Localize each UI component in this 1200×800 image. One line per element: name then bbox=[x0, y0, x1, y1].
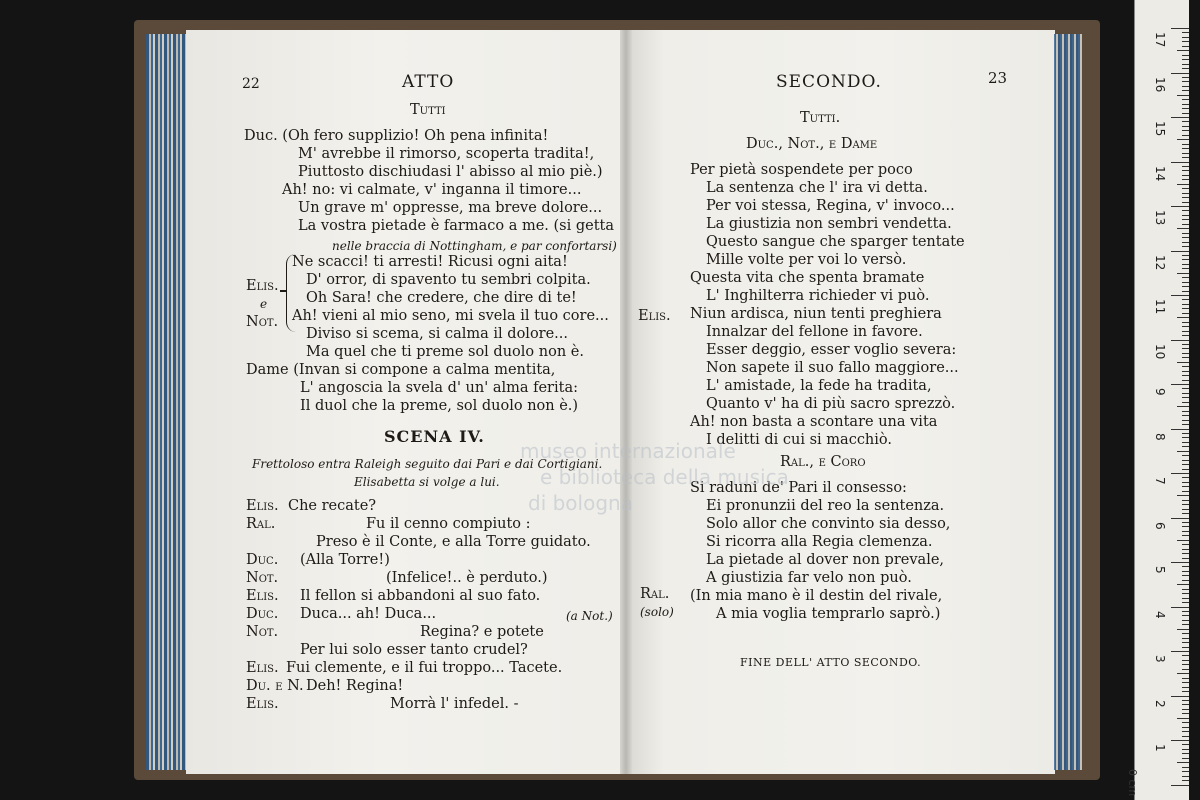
ruler-tick bbox=[1171, 251, 1189, 252]
ruler-tick bbox=[1182, 41, 1189, 42]
ruler-number: 16 bbox=[1153, 76, 1167, 92]
ruler-tick bbox=[1182, 442, 1189, 443]
page-edges-right bbox=[1054, 34, 1082, 770]
dialogue-line: Duca... ah! Duca... bbox=[300, 606, 437, 622]
verse-line: L' amistade, la fede ha tradita, bbox=[706, 378, 932, 394]
verse-line: M' avrebbe il rimorso, scoperta tradita!, bbox=[298, 146, 595, 162]
speaker: Elis. bbox=[246, 660, 279, 676]
ruler-tick bbox=[1182, 571, 1189, 572]
ruler-tick bbox=[1182, 620, 1189, 621]
ruler-tick bbox=[1177, 50, 1189, 51]
speaker-ral: Ral. bbox=[640, 586, 670, 602]
dialogue-line: Il fellon si abbandoni al suo fato. bbox=[300, 588, 541, 604]
ruler-tick bbox=[1182, 126, 1189, 127]
ruler-tick bbox=[1177, 451, 1189, 452]
ruler-tick bbox=[1182, 313, 1189, 314]
verse-line: Dame (Invan si compone a calma mentita, bbox=[246, 362, 556, 378]
ruler-tick bbox=[1182, 655, 1189, 656]
verse-line: La vostra pietade è farmaco a me. (si getta bbox=[298, 218, 614, 234]
ruler-tick bbox=[1182, 615, 1189, 616]
ruler-tick bbox=[1182, 660, 1189, 661]
stage-direction: nelle braccia di Nottingham, e par confortarsi) bbox=[332, 239, 617, 253]
ruler-number: 8 bbox=[1153, 432, 1167, 441]
library-watermark bbox=[520, 438, 789, 516]
ruler-tick bbox=[1182, 509, 1189, 510]
dialogue-line: Che recate? bbox=[288, 498, 377, 514]
ruler-number: 15 bbox=[1153, 121, 1167, 137]
ruler-tick bbox=[1177, 95, 1189, 96]
running-head-right: SECONDO. bbox=[776, 72, 882, 92]
ruler-tick bbox=[1182, 669, 1189, 670]
speakers-heading: Duc., Not., e Dame bbox=[746, 136, 878, 152]
ruler-tick bbox=[1171, 162, 1189, 163]
tutti-heading: Tutti bbox=[410, 102, 446, 118]
ruler-tick bbox=[1177, 362, 1189, 363]
ruler-tick bbox=[1182, 113, 1189, 114]
ruler-tick bbox=[1182, 353, 1189, 354]
ruler-tick bbox=[1182, 277, 1189, 278]
ruler-tick bbox=[1182, 264, 1189, 265]
ruler-unit: 0 cm bbox=[1126, 769, 1139, 797]
ruler-tick bbox=[1182, 642, 1189, 643]
verse-line: La giustizia non sembri vendetta. bbox=[706, 216, 952, 232]
verse-line: Non sapete il suo fallo maggiore... bbox=[706, 360, 959, 376]
ruler-tick bbox=[1182, 166, 1189, 167]
speaker: Not. bbox=[246, 570, 279, 586]
ruler-number: 9 bbox=[1153, 388, 1167, 396]
ruler-tick bbox=[1182, 727, 1189, 728]
ruler-tick bbox=[1182, 32, 1189, 33]
ruler-tick bbox=[1182, 108, 1189, 109]
ruler-number: 11 bbox=[1153, 299, 1167, 315]
ruler-tick bbox=[1182, 767, 1189, 768]
ruler-tick bbox=[1182, 664, 1189, 665]
dialogue-line: Per lui solo esser tanto crudel? bbox=[300, 642, 528, 658]
ruler-tick bbox=[1182, 593, 1189, 594]
ruler-tick bbox=[1171, 740, 1189, 741]
ruler-tick bbox=[1177, 273, 1189, 274]
speaker-solo: (solo) bbox=[640, 605, 674, 619]
verse-line: Ah! vieni al mio seno, mi svela il tuo core... bbox=[292, 308, 609, 324]
verse-line: Ah! non basta a scontare una vita bbox=[690, 414, 938, 430]
verse-line: Il duol che la preme, sol duolo non è.) bbox=[300, 398, 579, 414]
ruler-tick bbox=[1182, 704, 1189, 705]
ruler-tick bbox=[1182, 700, 1189, 701]
speaker-e: e bbox=[260, 297, 268, 311]
ruler-tick bbox=[1182, 144, 1189, 145]
dialogue-line: (Infelice!.. è perduto.) bbox=[386, 570, 548, 586]
verse-line: D' orror, di spavento tu sembri colpita. bbox=[306, 272, 591, 288]
ruler-tick bbox=[1182, 375, 1189, 376]
ruler-tick bbox=[1182, 455, 1189, 456]
ruler-tick bbox=[1182, 81, 1189, 82]
verse-line: Piuttosto dischiudasi l' abisso al mio piè.) bbox=[298, 164, 603, 180]
ruler-tick bbox=[1182, 722, 1189, 723]
ruler-tick bbox=[1182, 135, 1189, 136]
ruler-tick bbox=[1182, 175, 1189, 176]
verse-line: Si raduni de' Pari il consesso: bbox=[690, 480, 907, 496]
ruler-tick bbox=[1182, 566, 1189, 567]
ruler-tick bbox=[1182, 549, 1189, 550]
verse-line: Innalzar del fellone in favore. bbox=[706, 324, 923, 340]
ruler-tick bbox=[1182, 780, 1189, 781]
ruler-tick bbox=[1177, 317, 1189, 318]
ruler-tick bbox=[1182, 397, 1189, 398]
ruler-tick bbox=[1182, 553, 1189, 554]
ruler-tick bbox=[1182, 558, 1189, 559]
ruler-tick bbox=[1182, 437, 1189, 438]
ruler-tick bbox=[1182, 299, 1189, 300]
verse-line: (In mia mano è il destin del rivale, bbox=[690, 588, 943, 604]
ruler-tick bbox=[1177, 228, 1189, 229]
ruler-tick bbox=[1182, 633, 1189, 634]
ruler-tick bbox=[1182, 366, 1189, 367]
ruler-tick bbox=[1182, 55, 1189, 56]
verse-line: La sentenza che l' ira vi detta. bbox=[706, 180, 928, 196]
tutti-heading: Tutti. bbox=[800, 110, 841, 126]
ruler-tick bbox=[1182, 157, 1189, 158]
ruler-tick bbox=[1182, 380, 1189, 381]
ruler-tick bbox=[1182, 99, 1189, 100]
ruler-number: 2 bbox=[1153, 699, 1167, 708]
ruler-tick bbox=[1182, 304, 1189, 305]
ruler-tick bbox=[1182, 771, 1189, 772]
ruler-tick bbox=[1182, 64, 1189, 65]
ruler-tick bbox=[1182, 348, 1189, 349]
ruler-tick bbox=[1182, 736, 1189, 737]
ruler-tick bbox=[1182, 415, 1189, 416]
speaker-not: Not. bbox=[246, 314, 279, 330]
ruler-tick bbox=[1182, 233, 1189, 234]
verse-line: Ma quel che ti preme sol duolo non è. bbox=[306, 344, 584, 360]
ruler-tick bbox=[1182, 282, 1189, 283]
ruler-tick bbox=[1182, 170, 1189, 171]
dialogue-line: Fu il cenno compiuto : bbox=[366, 516, 531, 532]
ruler-tick bbox=[1182, 531, 1189, 532]
speaker: Not. bbox=[246, 624, 279, 640]
ruler-tick bbox=[1171, 562, 1189, 563]
verse-line: Ne scacci! ti arresti! Ricusi ogni aita! bbox=[292, 254, 568, 270]
ruler-tick bbox=[1182, 460, 1189, 461]
ruler-tick bbox=[1182, 598, 1189, 599]
ruler-tick bbox=[1182, 259, 1189, 260]
ruler-tick bbox=[1182, 153, 1189, 154]
verse-line: I delitti di cui si macchiò. bbox=[706, 432, 892, 448]
ruler-number: 13 bbox=[1153, 210, 1167, 226]
dialogue-line: Regina? e potete bbox=[420, 624, 544, 640]
ruler-tick bbox=[1182, 687, 1189, 688]
ruler-tick bbox=[1182, 611, 1189, 612]
ruler-number: 1 bbox=[1153, 744, 1167, 752]
ruler-tick bbox=[1171, 607, 1189, 608]
ruler-number: 10 bbox=[1153, 343, 1167, 359]
ruler-tick bbox=[1182, 420, 1189, 421]
ruler-tick bbox=[1182, 469, 1189, 470]
end-of-act: FINE DELL' ATTO SECONDO. bbox=[740, 656, 922, 669]
ruler-tick bbox=[1182, 749, 1189, 750]
ruler-tick bbox=[1182, 491, 1189, 492]
book-gutter bbox=[620, 30, 632, 774]
speaker: Elis. bbox=[246, 696, 279, 712]
ruler-tick bbox=[1182, 255, 1189, 256]
ruler-tick bbox=[1182, 504, 1189, 505]
verse-line: Un grave m' oppresse, ma breve dolore... bbox=[298, 200, 603, 216]
ruler-tick bbox=[1182, 86, 1189, 87]
ruler-tick bbox=[1182, 130, 1189, 131]
verse-line: La pietade al dover non prevale, bbox=[706, 552, 945, 568]
verse-line: A giustizia far velo non può. bbox=[706, 570, 912, 586]
ruler-tick bbox=[1182, 486, 1189, 487]
ruler-tick bbox=[1182, 424, 1189, 425]
ruler-tick bbox=[1177, 495, 1189, 496]
verse-line: Esser deggio, esser voglio severa: bbox=[706, 342, 957, 358]
ruler-number: 12 bbox=[1153, 254, 1167, 270]
ruler-tick bbox=[1177, 762, 1189, 763]
ruler-tick bbox=[1182, 602, 1189, 603]
ruler-tick bbox=[1182, 210, 1189, 211]
aside: (a Not.) bbox=[566, 609, 613, 623]
ruler-tick bbox=[1182, 224, 1189, 225]
ruler-tick bbox=[1182, 776, 1189, 777]
speaker-elis: Elis. bbox=[638, 308, 671, 324]
ruler-tick bbox=[1182, 188, 1189, 189]
ruler-tick bbox=[1171, 696, 1189, 697]
ruler-tick bbox=[1182, 286, 1189, 287]
ruler-tick bbox=[1182, 344, 1189, 345]
ruler-tick bbox=[1182, 357, 1189, 358]
verse-line: Solo allor che convinto sia desso, bbox=[706, 516, 951, 532]
ruler-tick bbox=[1182, 446, 1189, 447]
verse-line: Quanto v' ha di più sacro sprezzò. bbox=[706, 396, 956, 412]
ruler-tick bbox=[1182, 242, 1189, 243]
ruler-tick bbox=[1182, 179, 1189, 180]
ruler-tick bbox=[1177, 139, 1189, 140]
speaker-elis: Elis. bbox=[246, 278, 279, 294]
watermark-line: di bologna bbox=[528, 491, 633, 515]
ruler-tick bbox=[1182, 464, 1189, 465]
ruler-tick bbox=[1182, 589, 1189, 590]
ruler-number: 3 bbox=[1153, 655, 1167, 663]
ruler-number: 5 bbox=[1153, 566, 1167, 574]
ruler-tick bbox=[1182, 322, 1189, 323]
ruler-tick bbox=[1182, 68, 1189, 69]
ruler-tick bbox=[1182, 202, 1189, 203]
ruler-tick bbox=[1171, 117, 1189, 118]
measurement-ruler bbox=[1126, 0, 1189, 800]
verse-line: A mia voglia temprarlo saprò.) bbox=[716, 606, 941, 622]
ruler-tick bbox=[1182, 624, 1189, 625]
ruler-tick bbox=[1177, 718, 1189, 719]
ruler-tick bbox=[1177, 406, 1189, 407]
ruler-tick bbox=[1182, 678, 1189, 679]
ruler-tick bbox=[1171, 384, 1189, 385]
speaker: Ral. bbox=[246, 516, 276, 532]
ruler-tick bbox=[1182, 193, 1189, 194]
ruler-tick bbox=[1182, 580, 1189, 581]
ruler-tick bbox=[1182, 46, 1189, 47]
ruler-tick bbox=[1182, 331, 1189, 332]
verse-line: Si ricorra alla Regia clemenza. bbox=[706, 534, 933, 550]
ruler-tick bbox=[1182, 268, 1189, 269]
ruler-tick bbox=[1182, 544, 1189, 545]
dialogue-line: Morrà l' infedel. - bbox=[390, 696, 519, 712]
ruler-tick bbox=[1182, 291, 1189, 292]
ruler-tick bbox=[1182, 482, 1189, 483]
ruler-tick bbox=[1182, 308, 1189, 309]
page-number-right: 23 bbox=[988, 69, 1008, 87]
verse-line: L' Inghilterra richieder vi può. bbox=[706, 288, 930, 304]
verse-line: Per pietà sospendete per poco bbox=[690, 162, 913, 178]
stage-direction: Frettoloso entra Raleigh seguito dai Pari e dai Cortigiani. bbox=[252, 457, 603, 471]
ruler-tick bbox=[1177, 584, 1189, 585]
ruler-number: 4 bbox=[1153, 610, 1167, 619]
ruler-tick bbox=[1182, 388, 1189, 389]
ruler-tick bbox=[1182, 744, 1189, 745]
ruler-tick bbox=[1182, 219, 1189, 220]
ruler-tick bbox=[1182, 402, 1189, 403]
ruler-tick bbox=[1171, 206, 1189, 207]
ruler-tick bbox=[1182, 37, 1189, 38]
speakers-heading: Ral., e Coro bbox=[780, 454, 866, 470]
ruler-tick bbox=[1171, 429, 1189, 430]
speaker: Duc. bbox=[246, 606, 279, 622]
ruler-tick bbox=[1171, 73, 1189, 74]
ruler-tick bbox=[1182, 526, 1189, 527]
speaker: Elis. bbox=[246, 588, 279, 604]
ruler-tick bbox=[1171, 651, 1189, 652]
page-number-left: 22 bbox=[242, 76, 260, 92]
ruler-tick bbox=[1182, 104, 1189, 105]
ruler-tick bbox=[1182, 215, 1189, 216]
verse-line: Ah! no: vi calmate, v' inganna il timore... bbox=[282, 182, 582, 198]
dialogue-line: Preso è il Conte, e alla Torre guidato. bbox=[316, 534, 591, 550]
ruler-tick bbox=[1182, 477, 1189, 478]
ruler-tick bbox=[1171, 473, 1189, 474]
ruler-tick bbox=[1177, 673, 1189, 674]
ruler-tick bbox=[1171, 295, 1189, 296]
ruler-tick bbox=[1182, 575, 1189, 576]
ruler-tick bbox=[1182, 433, 1189, 434]
watermark-line: museo internazionale bbox=[520, 439, 736, 463]
ruler-tick bbox=[1182, 148, 1189, 149]
verse-line: Niun ardisca, niun tenti preghiera bbox=[690, 306, 942, 322]
speaker: Elis. bbox=[246, 498, 279, 514]
dialogue-line: Fui clemente, e il fui troppo... Tacete. bbox=[286, 660, 563, 676]
ruler-tick bbox=[1182, 335, 1189, 336]
ruler-tick bbox=[1182, 500, 1189, 501]
ruler-tick bbox=[1171, 28, 1189, 29]
speaker: Du. e N. bbox=[246, 678, 304, 694]
ruler-tick bbox=[1182, 513, 1189, 514]
dialogue-line: Deh! Regina! bbox=[306, 678, 404, 694]
ruler-tick bbox=[1182, 59, 1189, 60]
ruler-tick bbox=[1182, 647, 1189, 648]
running-head-left: ATTO bbox=[402, 72, 455, 92]
ruler-tick bbox=[1177, 184, 1189, 185]
stage-direction: Elisabetta si volge a lui. bbox=[354, 475, 500, 489]
ruler-tick bbox=[1171, 785, 1189, 786]
ruler-number: 17 bbox=[1153, 32, 1167, 48]
ruler-tick bbox=[1182, 237, 1189, 238]
ruler-tick bbox=[1182, 121, 1189, 122]
ruler-number: 7 bbox=[1153, 477, 1167, 485]
speaker: Duc. bbox=[246, 552, 279, 568]
ruler-tick bbox=[1182, 682, 1189, 683]
verse-line: Questo sangue che sparger tentate bbox=[706, 234, 965, 250]
ruler-tick bbox=[1182, 246, 1189, 247]
dialogue-line: (Alla Torre!) bbox=[300, 552, 390, 568]
ruler-number: 6 bbox=[1153, 521, 1167, 530]
watermark-line: e biblioteca della musica bbox=[540, 465, 789, 489]
ruler-tick bbox=[1177, 540, 1189, 541]
ruler-tick bbox=[1182, 535, 1189, 536]
verse-line: Oh Sara! che credere, che dire di te! bbox=[306, 290, 577, 306]
ruler-tick bbox=[1177, 629, 1189, 630]
ruler-tick bbox=[1182, 638, 1189, 639]
ruler-tick bbox=[1182, 731, 1189, 732]
verse-line: Per voi stessa, Regina, v' invoco... bbox=[706, 198, 955, 214]
ruler-tick bbox=[1182, 691, 1189, 692]
ruler-tick bbox=[1171, 518, 1189, 519]
ruler-tick bbox=[1182, 393, 1189, 394]
ruler-tick bbox=[1182, 709, 1189, 710]
ruler-tick bbox=[1182, 753, 1189, 754]
ruler-tick bbox=[1182, 77, 1189, 78]
ruler-tick bbox=[1182, 758, 1189, 759]
ruler-tick bbox=[1182, 713, 1189, 714]
verse-line: L' angoscia la svela d' un' alma ferita: bbox=[300, 380, 578, 396]
ruler-tick bbox=[1182, 197, 1189, 198]
ruler-tick bbox=[1182, 522, 1189, 523]
scene-title: SCENA IV. bbox=[384, 427, 485, 446]
ruler-tick bbox=[1182, 90, 1189, 91]
ruler-number: 14 bbox=[1153, 165, 1167, 181]
verse-line: Diviso si scema, si calma il dolore... bbox=[306, 326, 569, 342]
verse-line: Questa vita che spenta bramate bbox=[690, 270, 925, 286]
verse-line: Duc. (Oh fero supplizio! Oh pena infinita! bbox=[244, 128, 549, 144]
ruler-tick bbox=[1182, 326, 1189, 327]
verse-line: Ei pronunzii del reo la sentenza. bbox=[706, 498, 945, 514]
verse-line: Mille volte per voi lo versò. bbox=[706, 252, 907, 268]
ruler-tick bbox=[1171, 340, 1189, 341]
ruler-tick bbox=[1182, 371, 1189, 372]
ruler-tick bbox=[1182, 411, 1189, 412]
